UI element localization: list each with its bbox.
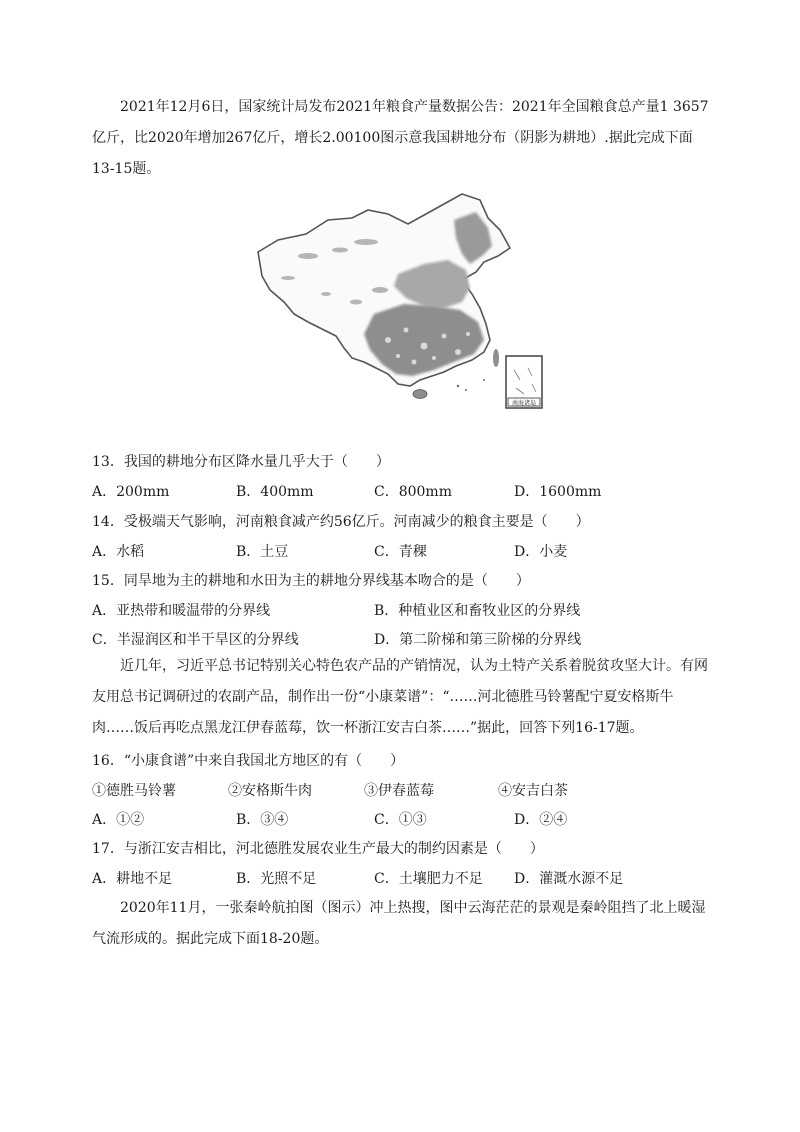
q16-item-3: ③伊春蓝莓	[364, 783, 434, 799]
china-farmland-map	[248, 190, 548, 412]
q15-option-c[interactable]: C．半湿润区和半干旱区的分界线	[92, 632, 299, 648]
q14-option-a[interactable]: A．水稻	[92, 544, 145, 560]
q16-option-b[interactable]: B．③④	[236, 812, 289, 828]
china-map-figure	[248, 190, 548, 412]
q14-option-c[interactable]: C．青稞	[374, 544, 427, 560]
question-17-stem: 17．与浙江安吉相比，河北德胜发展农业生产最大的制约因素是（ ）	[92, 841, 544, 857]
q14-option-d[interactable]: D．小麦	[514, 544, 568, 560]
q17-option-b[interactable]: B．光照不足	[236, 871, 317, 887]
intro-paragraph-18-20: 2020年11月，一张秦岭航拍图（图示）冲上热搜，图中云海茫茫的景观是秦岭阻挡了北上暖湿气流形成的。据此完成下面18-20题。	[92, 900, 706, 947]
intro-paragraph-16-17: 近几年，习近平总书记特别关心特色农产品的产销情况，认为土特产关系着脱贫攻坚大计。有网友用总书记调研过的农副产品，制作出一份“小康菜谱”：“……河北德胜马铃薯配宁夏安格斯牛肉……饭后再吃点黑龙江伊春蓝莓，饮一杯浙江安吉白茶……”据此，回答下列16-17题。	[92, 658, 708, 736]
q13-option-b[interactable]: B．400mm	[236, 484, 314, 500]
q17-option-a[interactable]: A．耕地不足	[92, 871, 173, 887]
q13-option-a[interactable]: A．200mm	[92, 484, 170, 500]
question-14-stem: 14．受极端天气影响，河南粮食减产约56亿斤。河南减少的粮食主要是（ ）	[92, 514, 590, 530]
q16-option-a[interactable]: A．①②	[92, 812, 145, 828]
q15-option-a[interactable]: A．亚热带和暖温带的分界线	[92, 603, 271, 619]
q15-option-d[interactable]: D．第二阶梯和第三阶梯的分界线	[374, 632, 582, 648]
small-islands	[457, 379, 485, 391]
q14-option-b[interactable]: B．土豆	[236, 544, 289, 560]
q15-option-b[interactable]: B．种植业区和畜牧业区的分界线	[374, 603, 581, 619]
q13-option-d[interactable]: D．1600mm	[514, 484, 602, 500]
q16-item-1: ①德胜马铃薯	[92, 783, 176, 799]
question-16-stem: 16．“小康食谱”中来自我国北方地区的有（ ）	[92, 753, 405, 769]
q13-option-c[interactable]: C．800mm	[374, 484, 452, 500]
hainan-island	[413, 390, 427, 399]
taiwan-island	[493, 349, 499, 367]
q16-option-d[interactable]: D．②④	[514, 812, 568, 828]
intro-paragraph-13-15: 2021年12月6日，国家统计局发布2021年粮食产量数据公告：2021年全国粮食总产量1 3657亿斤，比2020年增加267亿斤，增长2.00100图示意我国耕地分布（阴影为耕地）.据此完成下面13-15题。	[92, 99, 709, 177]
q17-option-c[interactable]: C．土壤肥力不足	[374, 871, 483, 887]
question-15-stem: 15．同旱地为主的耕地和水田为主的耕地分界线基本吻合的是（ ）	[92, 573, 530, 589]
q16-item-4: ④安吉白茶	[498, 783, 568, 799]
inset-label: 南海诸岛	[511, 400, 537, 407]
q16-option-c[interactable]: C．①③	[374, 812, 427, 828]
q16-item-2: ②安格斯牛肉	[228, 783, 312, 799]
q17-option-d[interactable]: D．灌溉水源不足	[514, 871, 624, 887]
south-china-sea-inset	[506, 356, 542, 408]
question-13-stem: 13．我国的耕地分布区降水量几乎大于（ ）	[92, 454, 390, 470]
